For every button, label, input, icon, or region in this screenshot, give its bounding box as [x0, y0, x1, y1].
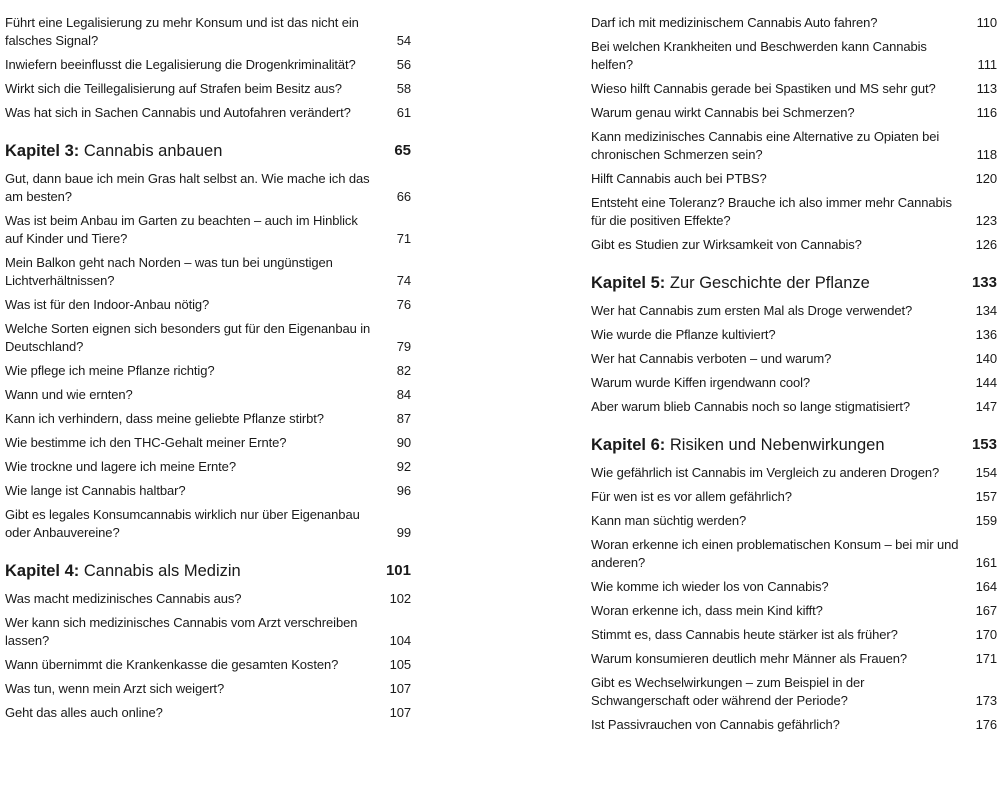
toc-entry-page-number: 61	[396, 105, 411, 120]
toc-entry-page-number: 66	[396, 189, 411, 204]
toc-entry-page-number: 113	[976, 81, 997, 96]
toc-entry-question: Wie pflege ich meine Pflanze richtig?	[5, 363, 215, 378]
toc-entry-question: Ist Passivrauchen von Cannabis gefährlich?	[591, 717, 840, 732]
toc-entry	[591, 80, 997, 98]
toc-entry-page-number: 92	[396, 459, 411, 474]
toc-entry-page-number: 154	[975, 465, 997, 480]
toc-entry-page-number: 123	[975, 213, 997, 228]
toc-entry	[591, 194, 997, 230]
chapter-page-number: 153	[971, 436, 997, 453]
toc-entry	[5, 680, 411, 698]
toc-entry-page-number: 147	[975, 399, 997, 414]
toc-entry	[591, 674, 997, 710]
toc-entry-page-number: 110	[976, 15, 997, 30]
toc-entry-question: Wirkt sich die Teillegalisierung auf Strafen beim Besitz aus?	[5, 81, 342, 96]
toc-entry	[591, 236, 997, 254]
chapter-number: Kapitel 3:	[5, 142, 80, 160]
toc-entry-question: Wie lange ist Cannabis haltbar?	[5, 483, 186, 498]
toc-entry	[591, 602, 997, 620]
chapter-page-number: 65	[394, 142, 411, 159]
toc-entry	[591, 464, 997, 482]
toc-entry-page-number: 161	[975, 555, 997, 570]
toc-entry-question: Darf ich mit medizinischem Cannabis Auto fahren?	[591, 15, 878, 30]
toc-entry-question: Was tun, wenn mein Arzt sich weigert?	[5, 681, 225, 696]
toc-entry	[5, 614, 411, 650]
toc-entry	[5, 590, 411, 608]
toc-entry-page-number: 120	[975, 171, 997, 186]
toc-entry	[591, 326, 997, 344]
toc-entry-page-number: 105	[389, 657, 411, 672]
chapter-page-number: 133	[971, 274, 997, 291]
chapter-heading	[5, 140, 411, 162]
toc-entry-page-number: 99	[396, 525, 411, 540]
toc-entry-page-number: 56	[396, 57, 411, 72]
toc-entry	[5, 704, 411, 722]
toc-entry	[5, 506, 411, 542]
toc-entry-page-number: 58	[396, 81, 411, 96]
toc-entry-question: Kann medizinisches Cannabis eine Alternative zu Opiaten bei chronischen Schmerzen sein?	[591, 129, 940, 162]
toc-entry-question: Warum wurde Kiffen irgendwann cool?	[591, 375, 811, 390]
toc-entry-question: Wer hat Cannabis zum ersten Mal als Droge verwendet?	[591, 303, 913, 318]
toc-entry-page-number: 107	[389, 681, 411, 696]
toc-entry	[591, 716, 997, 734]
toc-entry-question: Was hat sich in Sachen Cannabis und Autofahren verändert?	[5, 105, 351, 120]
chapter-heading	[591, 434, 997, 456]
toc-entry	[5, 254, 411, 290]
toc-entry-question: Was ist beim Anbau im Garten zu beachten – auch im Hinblick auf Kinder und Tiere?	[5, 213, 358, 246]
toc-entry	[5, 80, 411, 98]
chapter-title: Cannabis als Medizin	[83, 562, 241, 580]
toc-entry-question: Aber warum blieb Cannabis noch so lange stigmatisiert?	[591, 399, 911, 414]
toc-entry	[591, 578, 997, 596]
toc-entry-question: Welche Sorten eignen sich besonders gut für den Eigenanbau in Deutschland?	[5, 321, 371, 354]
toc-right-page	[591, 0, 997, 800]
toc-entry	[5, 14, 411, 50]
toc-entry-question: Gibt es Wechselwirkungen – zum Beispiel in der Schwangerschaft oder während der Periode?	[591, 675, 865, 708]
toc-entry	[5, 320, 411, 356]
toc-entry	[591, 170, 997, 188]
toc-entry-question: Entsteht eine Toleranz? Brauche ich also immer mehr Cannabis für die positiven Effekte?	[591, 195, 952, 228]
toc-entry-question: Stimmt es, dass Cannabis heute stärker ist als früher?	[591, 627, 898, 642]
toc-entry-question: Geht das alles auch online?	[5, 705, 163, 720]
chapter-heading	[5, 560, 411, 582]
toc-entry-page-number: 74	[396, 273, 411, 288]
toc-entry-page-number: 102	[389, 591, 411, 606]
chapter-title: Cannabis anbauen	[83, 142, 223, 160]
toc-entry-page-number: 170	[975, 627, 997, 642]
toc-entry	[591, 398, 997, 416]
toc-entry-page-number: 140	[975, 351, 997, 366]
toc-entry	[591, 374, 997, 392]
toc-entry-question: Gut, dann baue ich mein Gras halt selbst an. Wie mache ich das am besten?	[5, 171, 370, 204]
toc-entry	[5, 656, 411, 674]
toc-entry-page-number: 118	[976, 147, 997, 162]
toc-entry	[5, 170, 411, 206]
chapter-heading	[591, 272, 997, 294]
toc-entry-question: Warum genau wirkt Cannabis bei Schmerzen?	[591, 105, 855, 120]
toc-entry-question: Führt eine Legalisierung zu mehr Konsum und ist das nicht ein falsches Signal?	[5, 15, 359, 48]
toc-entry-page-number: 134	[975, 303, 997, 318]
toc-entry	[5, 296, 411, 314]
toc-entry-page-number: 157	[975, 489, 997, 504]
toc-entry-question: Was macht medizinisches Cannabis aus?	[5, 591, 242, 606]
toc-entry	[591, 14, 997, 32]
toc-entry-page-number: 76	[396, 297, 411, 312]
chapter-title: Risiken und Nebenwirkungen	[669, 436, 885, 454]
toc-entry-question: Warum konsumieren deutlich mehr Männer als Frauen?	[591, 651, 908, 666]
chapter-number: Kapitel 5:	[591, 274, 666, 292]
toc-left-column	[5, 0, 411, 722]
chapter-number: Kapitel 4:	[5, 562, 80, 580]
toc-entry	[591, 104, 997, 122]
toc-entry-question: Wann übernimmt die Krankenkasse die gesamten Kosten?	[5, 657, 339, 672]
toc-entry	[5, 458, 411, 476]
toc-entry	[591, 38, 997, 74]
toc-entry-question: Wie bestimme ich den THC-Gehalt meiner Ernte?	[5, 435, 287, 450]
toc-entry-question: Mein Balkon geht nach Norden – was tun bei ungünstigen Lichtverhältnissen?	[5, 255, 333, 288]
toc-entry	[5, 386, 411, 404]
toc-entry-question: Woran erkenne ich einen problematischen Konsum – bei mir und anderen?	[591, 537, 959, 570]
toc-entry-page-number: 107	[389, 705, 411, 720]
toc-entry-question: Was ist für den Indoor-Anbau nötig?	[5, 297, 210, 312]
toc-entry-question: Wie gefährlich ist Cannabis im Vergleich zu anderen Drogen?	[591, 465, 940, 480]
toc-entry-page-number: 144	[975, 375, 997, 390]
toc-entry-page-number: 71	[396, 231, 411, 246]
toc-entry-question: Woran erkenne ich, dass mein Kind kifft?	[591, 603, 823, 618]
toc-entry-question: Gibt es Studien zur Wirksamkeit von Cannabis?	[591, 237, 862, 252]
toc-entry	[591, 128, 997, 164]
chapter-title: Zur Geschichte der Pflanze	[669, 274, 870, 292]
toc-entry-page-number: 171	[975, 651, 997, 666]
toc-entry	[591, 626, 997, 644]
toc-entry-page-number: 159	[975, 513, 997, 528]
toc-entry-page-number: 54	[396, 33, 411, 48]
toc-entry-page-number: 87	[396, 411, 411, 426]
toc-entry-page-number: 111	[977, 57, 997, 72]
toc-entry-question: Bei welchen Krankheiten und Beschwerden kann Cannabis helfen?	[591, 39, 927, 72]
toc-entry-question: Gibt es legales Konsumcannabis wirklich nur über Eigenanbau oder Anbauvereine?	[5, 507, 360, 540]
toc-entry-page-number: 164	[975, 579, 997, 594]
toc-entry	[591, 302, 997, 320]
toc-entry-page-number: 82	[396, 363, 411, 378]
toc-entry	[5, 482, 411, 500]
toc-entry	[591, 350, 997, 368]
toc-entry-question: Wieso hilft Cannabis gerade bei Spastiken und MS sehr gut?	[591, 81, 936, 96]
toc-entry	[5, 56, 411, 74]
toc-entry-question: Hilft Cannabis auch bei PTBS?	[591, 171, 767, 186]
toc-entry	[5, 410, 411, 428]
toc-entry-page-number: 79	[396, 339, 411, 354]
toc-entry-question: Wie trockne und lagere ich meine Ernte?	[5, 459, 236, 474]
toc-entry	[5, 104, 411, 122]
toc-entry-question: Wer hat Cannabis verboten – und warum?	[591, 351, 832, 366]
toc-entry-page-number: 126	[975, 237, 997, 252]
toc-right-column	[591, 0, 997, 734]
toc-entry-page-number: 167	[975, 603, 997, 618]
toc-entry-page-number: 104	[389, 633, 411, 648]
toc-entry-question: Wie komme ich wieder los von Cannabis?	[591, 579, 829, 594]
toc-entry-question: Wer kann sich medizinisches Cannabis vom Arzt verschreiben lassen?	[5, 615, 358, 648]
toc-entry	[5, 362, 411, 380]
toc-left-page	[5, 0, 411, 800]
toc-entry-question: Kann ich verhindern, dass meine geliebte Pflanze stirbt?	[5, 411, 324, 426]
chapter-page-number: 101	[385, 562, 411, 579]
toc-entry	[591, 536, 997, 572]
toc-entry-page-number: 176	[975, 717, 997, 732]
toc-entry-page-number: 136	[975, 327, 997, 342]
toc-entry-question: Inwiefern beeinflusst die Legalisierung die Drogenkriminalität?	[5, 57, 356, 72]
toc-entry-question: Wann und wie ernten?	[5, 387, 133, 402]
toc-entry-question: Kann man süchtig werden?	[591, 513, 747, 528]
toc-entry-page-number: 84	[396, 387, 411, 402]
toc-entry-page-number: 173	[975, 693, 997, 708]
toc-entry-page-number: 116	[976, 105, 997, 120]
toc-entry	[591, 512, 997, 530]
toc-entry	[5, 212, 411, 248]
toc-entry-page-number: 90	[396, 435, 411, 450]
toc-entry-page-number: 96	[396, 483, 411, 498]
toc-entry-question: Für wen ist es vor allem gefährlich?	[591, 489, 792, 504]
toc-entry	[5, 434, 411, 452]
chapter-number: Kapitel 6:	[591, 436, 666, 454]
toc-entry	[591, 488, 997, 506]
toc-entry	[591, 650, 997, 668]
toc-entry-question: Wie wurde die Pflanze kultiviert?	[591, 327, 776, 342]
